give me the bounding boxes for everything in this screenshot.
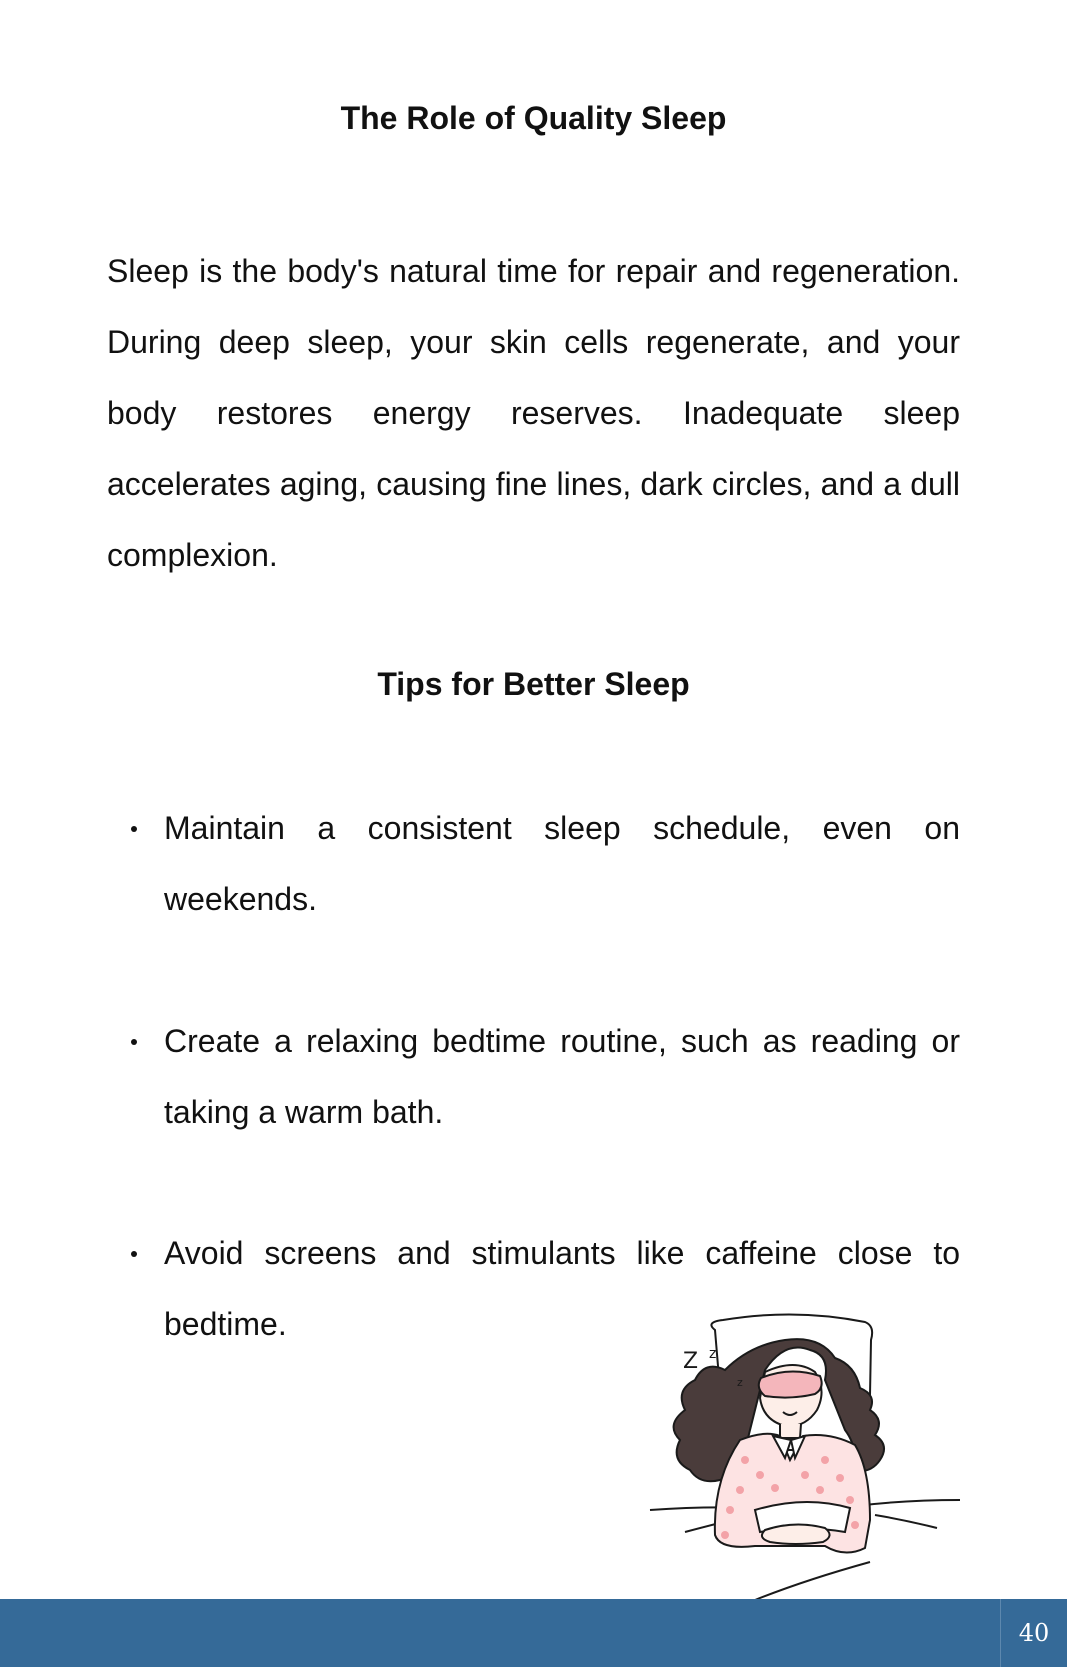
hands xyxy=(762,1524,830,1544)
page-number-box xyxy=(1000,1599,1067,1667)
bullet-icon xyxy=(131,1251,137,1257)
sheet-line xyxy=(875,1515,937,1528)
zzz-icon: z xyxy=(709,1346,717,1362)
tip-text: Avoid screens and stimulants like caffeine close to bedtime. xyxy=(164,1235,960,1342)
tip-text: Create a relaxing bedtime routine, such as reading or taking a warm bath. xyxy=(164,1023,960,1130)
zzz-icon: Z xyxy=(683,1349,699,1374)
bullet-icon xyxy=(131,1039,137,1045)
sheet-line xyxy=(855,1500,960,1506)
section-title-tips: Tips for Better Sleep xyxy=(377,666,690,702)
sheet-line xyxy=(755,1562,870,1600)
section-title-quality-sleep: The Role of Quality Sleep xyxy=(340,100,727,136)
list-item xyxy=(107,793,960,935)
bullet-icon xyxy=(131,826,137,832)
sleeping-woman-illustration xyxy=(645,1310,965,1600)
zzz-icon: z xyxy=(737,1376,743,1389)
intro-paragraph: Sleep is the body's natural time for repair and regeneration. During deep sleep, your skin cells regenerate, and your body restores energy reserves. Inadequate sleep accelerates aging, causing fine lines, dark circles, and a dull complexion. xyxy=(107,253,960,573)
footer-bar xyxy=(0,1599,1067,1667)
tip-text: Maintain a consistent sleep schedule, even on weekends. xyxy=(164,810,960,917)
list-item xyxy=(107,1006,960,1148)
sleep-mask xyxy=(759,1371,822,1397)
page-number: 40 xyxy=(1018,1619,1050,1647)
neck xyxy=(780,1424,801,1438)
